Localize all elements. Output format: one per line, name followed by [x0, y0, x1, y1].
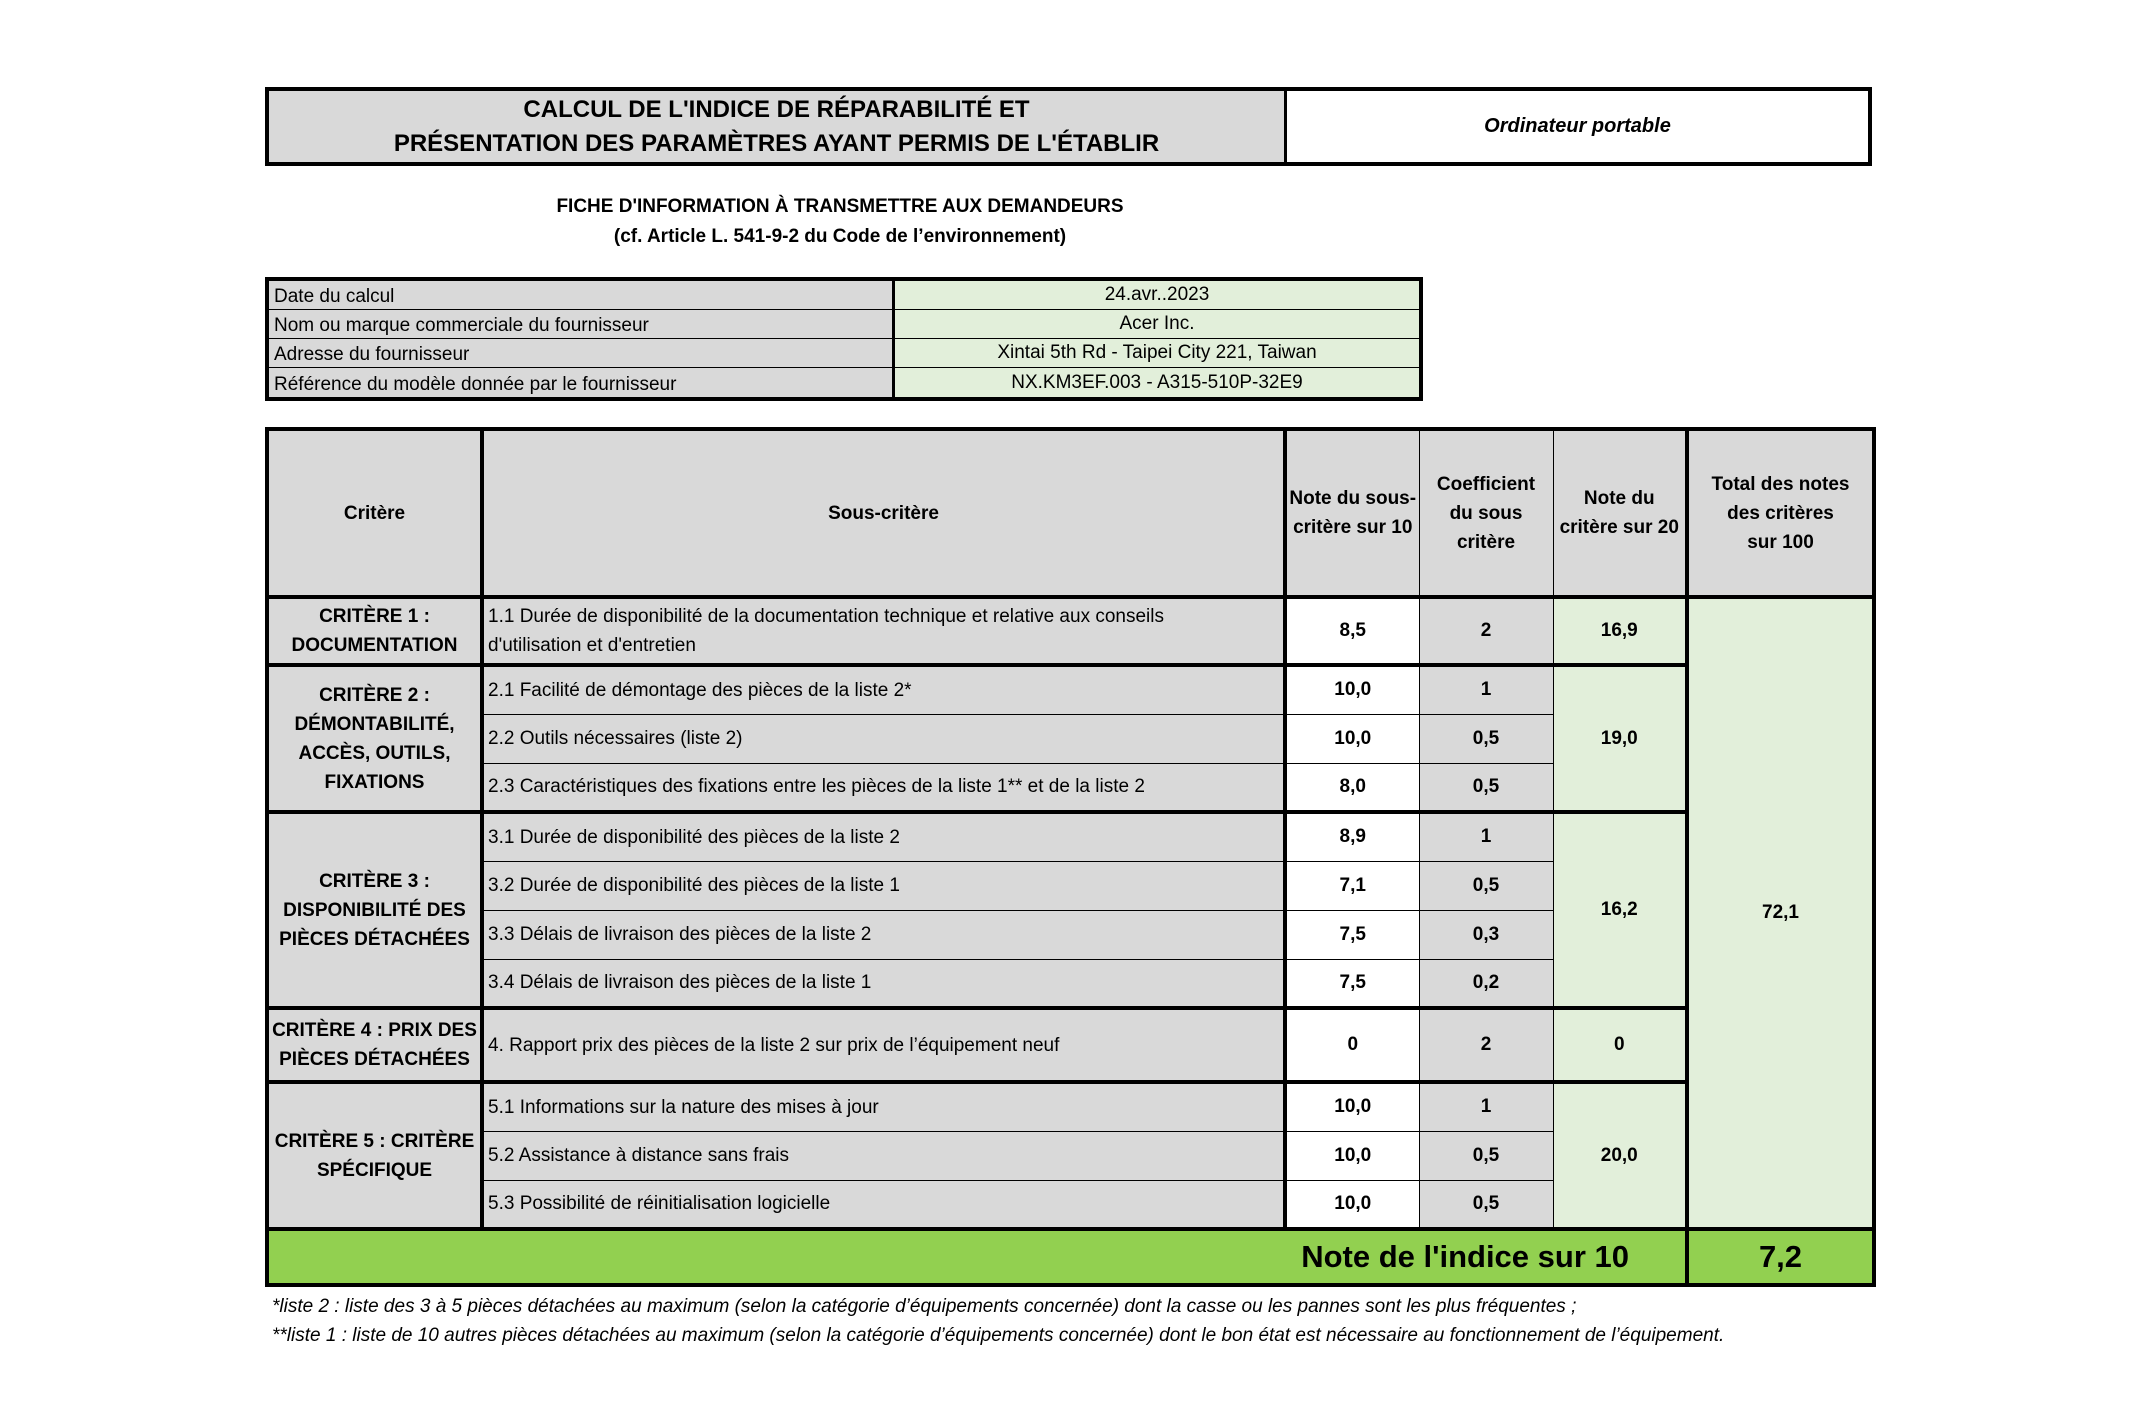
- header-coefficient: Coefficient du sous critère: [1419, 429, 1553, 597]
- subcriterion-label: 5.3 Possibilité de réinitialisation logicielle: [482, 1180, 1285, 1229]
- subcriterion-coefficient: 2: [1419, 597, 1553, 665]
- subcriterion-coefficient: 0,5: [1419, 714, 1553, 763]
- criterion-5-label: CRITÈRE 5 : CRITÈRE SPÉCIFIQUE: [267, 1082, 482, 1229]
- final-score-value: 7,2: [1687, 1229, 1874, 1285]
- header-critere: Critère: [267, 429, 482, 597]
- subcriterion-note: 8,5: [1285, 597, 1419, 665]
- subcriterion-note: 8,0: [1285, 763, 1419, 812]
- subcriterion-label: 2.3 Caractéristiques des fixations entre les pièces de la liste 1** et de la liste 2: [482, 763, 1285, 812]
- subcriterion-coefficient: 0,5: [1419, 1131, 1553, 1180]
- header-note-critere: Note du critère sur 20: [1553, 429, 1687, 597]
- subcriterion-label: 3.2 Durée de disponibilité des pièces de la liste 1: [482, 861, 1285, 910]
- subcriterion-note: 10,0: [1285, 1180, 1419, 1229]
- subcriterion-label: 1.1 Durée de disponibilité de la documentation technique et relative aux conseils d'utilisation et d'entretien: [482, 597, 1285, 665]
- criterion-3-label: CRITÈRE 3 : DISPONIBILITÉ DES PIÈCES DÉTACHÉES: [267, 812, 482, 1008]
- table-row: [267, 812, 1874, 861]
- title-line-1: CALCUL DE L'INDICE DE RÉPARABILITÉ ET: [523, 95, 1030, 123]
- table-row: [267, 1008, 1874, 1082]
- final-score-row: [267, 1229, 1874, 1285]
- info-label: Nom ou marque commerciale du fournisseur: [269, 310, 895, 338]
- table-row: [267, 597, 1874, 665]
- document-header: [265, 87, 1872, 166]
- info-row-model-reference: [269, 368, 1419, 397]
- subcriterion-label: 3.1 Durée de disponibilité des pièces de la liste 2: [482, 812, 1285, 861]
- header-sous-critere: Sous-critère: [482, 429, 1285, 597]
- criterion-2-label: CRITÈRE 2 : DÉMONTABILITÉ, ACCÈS, OUTILS, FIXATIONS: [267, 665, 482, 812]
- subcriterion-label: 2.1 Facilité de démontage des pièces de la liste 2*: [482, 665, 1285, 714]
- subcriterion-label: 2.2 Outils nécessaires (liste 2): [482, 714, 1285, 763]
- subcriterion-note: 0: [1285, 1008, 1419, 1082]
- table-header-row: [267, 429, 1874, 597]
- info-label: Référence du modèle donnée par le fournisseur: [269, 368, 895, 397]
- subcriterion-label: 5.2 Assistance à distance sans frais: [482, 1131, 1285, 1180]
- info-row-date: [269, 281, 1419, 310]
- info-label: Adresse du fournisseur: [269, 339, 895, 367]
- subcriterion-note: 7,5: [1285, 959, 1419, 1008]
- subcriterion-label: 5.1 Informations sur la nature des mises à jour: [482, 1082, 1285, 1131]
- sub-heading: [460, 192, 1220, 252]
- sub-heading-line-2: (cf. Article L. 541-9-2 du Code de l’environnement): [613, 226, 1067, 247]
- info-row-supplier-name: [269, 310, 1419, 339]
- subcriterion-note: 8,9: [1285, 812, 1419, 861]
- info-value: 24.avr..2023: [895, 281, 1419, 309]
- subcriterion-coefficient: 0,5: [1419, 861, 1553, 910]
- subcriterion-note: 10,0: [1285, 1131, 1419, 1180]
- info-value: Acer Inc.: [895, 310, 1419, 338]
- subcriterion-note: 10,0: [1285, 714, 1419, 763]
- subcriterion-label: 4. Rapport prix des pièces de la liste 2 sur prix de l’équipement neuf: [482, 1008, 1285, 1082]
- subcriterion-label: 3.4 Délais de livraison des pièces de la liste 1: [482, 959, 1285, 1008]
- criterion-3-score: 16,2: [1553, 812, 1687, 1008]
- subcriterion-note: 10,0: [1285, 1082, 1419, 1131]
- subcriterion-coefficient: 0,5: [1419, 1180, 1553, 1229]
- final-score-label: Note de l'indice sur 10: [267, 1229, 1687, 1285]
- footnotes: [272, 1292, 1724, 1350]
- subcriterion-note: 7,5: [1285, 910, 1419, 959]
- table-row: [267, 1082, 1874, 1131]
- subcriterion-label: 3.3 Délais de livraison des pièces de la liste 2: [482, 910, 1285, 959]
- info-row-supplier-address: [269, 339, 1419, 368]
- footnote-liste-1: **liste 1 : liste de 10 autres pièces détachées au maximum (selon la catégorie d’équipements concernée) dont le bon état est nécessaire au fonctionnement de l’équipement.: [272, 1325, 1725, 1346]
- product-category: Ordinateur portable: [1484, 115, 1671, 137]
- criterion-4-score: 0: [1553, 1008, 1687, 1082]
- footnote-liste-2: *liste 2 : liste des 3 à 5 pièces détachées au maximum (selon la catégorie d’équipements concernée) dont la casse ou les pannes sont les plus fréquentes ;: [272, 1296, 1577, 1317]
- criterion-1-label: CRITÈRE 1 : DOCUMENTATION: [267, 597, 482, 665]
- criterion-2-score: 19,0: [1553, 665, 1687, 812]
- criterion-5-score: 20,0: [1553, 1082, 1687, 1229]
- table-row: [267, 665, 1874, 714]
- repairability-table: [265, 427, 1876, 1287]
- subcriterion-coefficient: 0,3: [1419, 910, 1553, 959]
- document-title: [269, 91, 1287, 162]
- info-label: Date du calcul: [269, 281, 895, 309]
- header-total: Total des notes des critères sur 100: [1687, 429, 1874, 597]
- subcriterion-note: 10,0: [1285, 665, 1419, 714]
- subcriterion-note: 7,1: [1285, 861, 1419, 910]
- info-value: NX.KM3EF.003 - A315-510P-32E9: [895, 368, 1419, 397]
- title-line-2: PRÉSENTATION DES PARAMÈTRES AYANT PERMIS DE L'ÉTABLIR: [393, 129, 1160, 157]
- supplier-info-table: [265, 277, 1423, 401]
- criterion-4-label: CRITÈRE 4 : PRIX DES PIÈCES DÉTACHÉES: [267, 1008, 482, 1082]
- criterion-1-score: 16,9: [1553, 597, 1687, 665]
- header-note-sous-critere: Note du sous- critère sur 10: [1285, 429, 1419, 597]
- subcriterion-coefficient: 1: [1419, 1082, 1553, 1131]
- info-value: Xintai 5th Rd - Taipei City 221, Taiwan: [895, 339, 1419, 367]
- subcriterion-coefficient: 1: [1419, 665, 1553, 714]
- total-score: 72,1: [1687, 597, 1874, 1229]
- subcriterion-coefficient: 0,5: [1419, 763, 1553, 812]
- subcriterion-coefficient: 2: [1419, 1008, 1553, 1082]
- sub-heading-line-1: FICHE D'INFORMATION À TRANSMETTRE AUX DEMANDEURS: [556, 196, 1124, 217]
- subcriterion-coefficient: 1: [1419, 812, 1553, 861]
- subcriterion-coefficient: 0,2: [1419, 959, 1553, 1008]
